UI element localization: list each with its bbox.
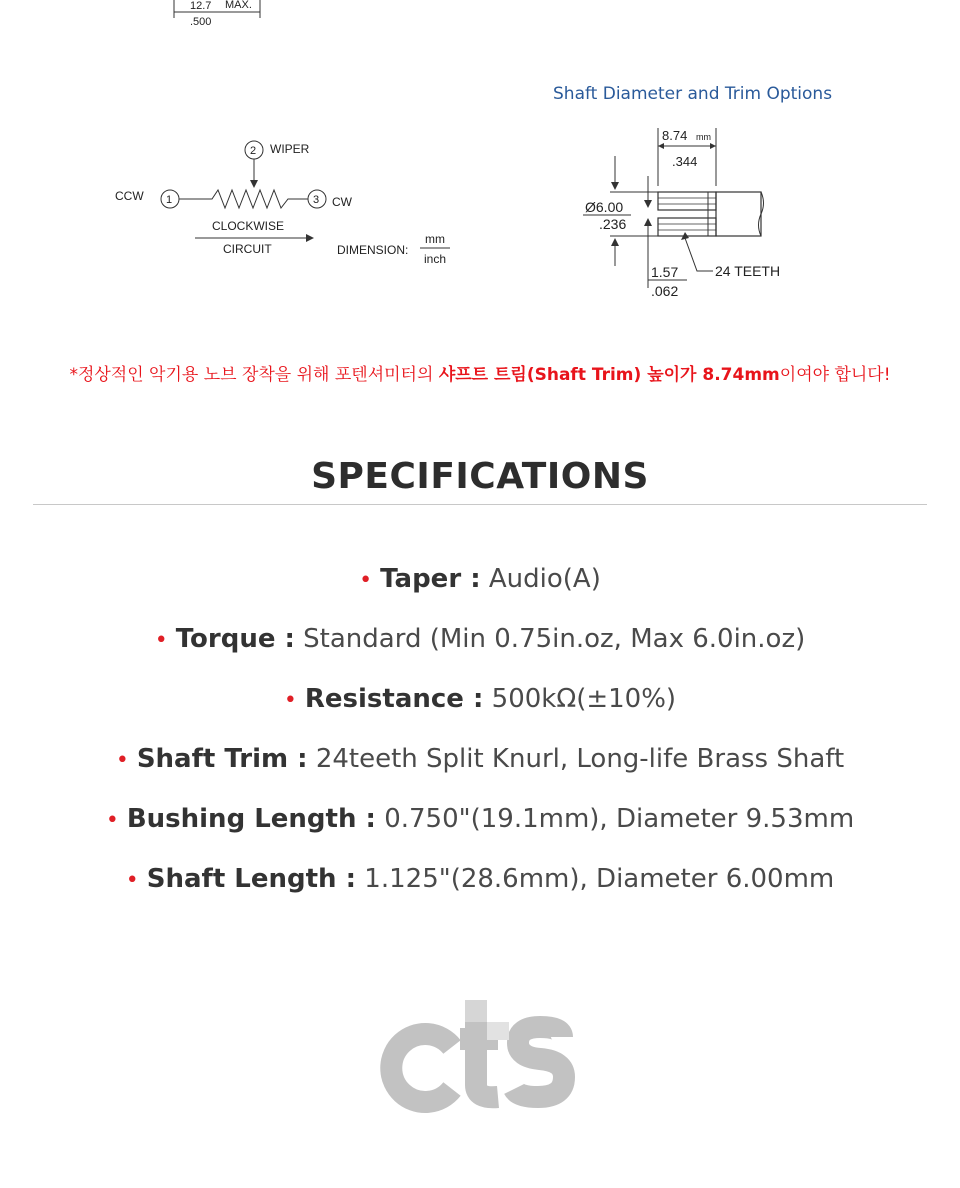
spec-value: Standard (Min 0.75in.oz, Max 6.0in.oz)	[303, 624, 806, 654]
bullet-icon: •	[105, 808, 119, 833]
circuit-label: CIRCUIT	[223, 242, 272, 256]
spec-item-bushing-length	[0, 804, 960, 834]
spec-item-taper	[0, 564, 960, 594]
notice-prefix: *정상적인 악기용 노브 장착을 위해 포텐셔미터의	[69, 365, 439, 385]
specifications-title: SPECIFICATIONS	[311, 456, 649, 497]
clockwise-arrow-head	[306, 234, 314, 242]
spec-label: Shaft Length :	[146, 864, 357, 894]
bullet-icon: •	[154, 628, 168, 653]
clockwise-label: CLOCKWISE	[212, 219, 285, 233]
notice-bold: 샤프트 트림(Shaft Trim) 높이가 8.74mm	[438, 365, 780, 385]
spec-label: Resistance :	[304, 684, 484, 714]
shaft-body	[716, 192, 761, 236]
top-dim-max: MAX.	[225, 0, 252, 11]
spec-item-torque	[0, 624, 960, 654]
diameter-mm: Ø6.00	[585, 199, 624, 215]
wiper-arrow	[250, 180, 258, 188]
dimension-mm: mm	[425, 232, 445, 246]
bullet-icon: •	[359, 568, 373, 593]
spec-label: Taper :	[380, 564, 481, 594]
spec-item-shaft-trim	[0, 744, 960, 774]
pin-1-label: 1	[166, 194, 173, 206]
bullet-icon: •	[115, 748, 129, 773]
notice-suffix: 이여야 합니다!	[779, 365, 891, 385]
spec-item-shaft-length	[0, 864, 960, 894]
bullet-icon: •	[283, 688, 297, 713]
slot-mm: 1.57	[651, 264, 679, 280]
trim-unit: mm	[696, 132, 711, 142]
shaft-diagram	[575, 120, 805, 310]
spec-value: 500kΩ(±10%)	[491, 684, 677, 714]
wiper-label: WIPER	[270, 142, 310, 156]
spec-label: Shaft Trim :	[136, 744, 308, 774]
resistor-zigzag	[179, 190, 308, 208]
spec-label: Bushing Length :	[126, 804, 376, 834]
slot-inch: .062	[651, 283, 679, 299]
cw-label: CW	[332, 195, 352, 209]
trim-mm: 8.74	[662, 128, 688, 143]
spec-label: Torque :	[175, 624, 295, 654]
top-dim-mm: 12.7	[190, 0, 212, 12]
shaft-diagram-title: Shaft Diameter and Trim Options	[553, 84, 833, 104]
knurl-bottom	[658, 218, 716, 236]
spec-value: Audio(A)	[488, 564, 601, 594]
circuit-diagram	[100, 130, 470, 280]
spec-item-resistance	[0, 684, 960, 714]
spec-value: 1.125"(28.6mm), Diameter 6.00mm	[364, 864, 835, 894]
cts-logo-square-1	[465, 1000, 487, 1022]
pin-3-label: 3	[313, 194, 320, 206]
diameter-inch: .236	[599, 216, 627, 232]
shaft-trim-notice	[0, 360, 960, 385]
spec-value: 0.750"(19.1mm), Diameter 9.53mm	[384, 804, 855, 834]
cts-logo-mark	[391, 1021, 564, 1102]
dimension-label: DIMENSION:	[337, 243, 409, 257]
top-dimension-drawing	[160, 0, 280, 32]
cts-logo-square-2	[487, 1022, 509, 1040]
top-dim-inch: .500	[190, 16, 212, 28]
pin-2-label: 2	[250, 145, 257, 157]
knurl-top	[658, 192, 716, 210]
ccw-label: CCW	[115, 189, 144, 203]
teeth-label: 24 TEETH	[715, 263, 781, 279]
dimension-inch: inch	[424, 252, 447, 266]
cts-logo	[380, 995, 580, 1115]
spec-value: 24teeth Split Knurl, Long-life Brass Shaft	[315, 744, 845, 774]
specifications-divider	[33, 504, 927, 505]
trim-inch: .344	[672, 154, 698, 169]
bullet-icon: •	[125, 868, 139, 893]
